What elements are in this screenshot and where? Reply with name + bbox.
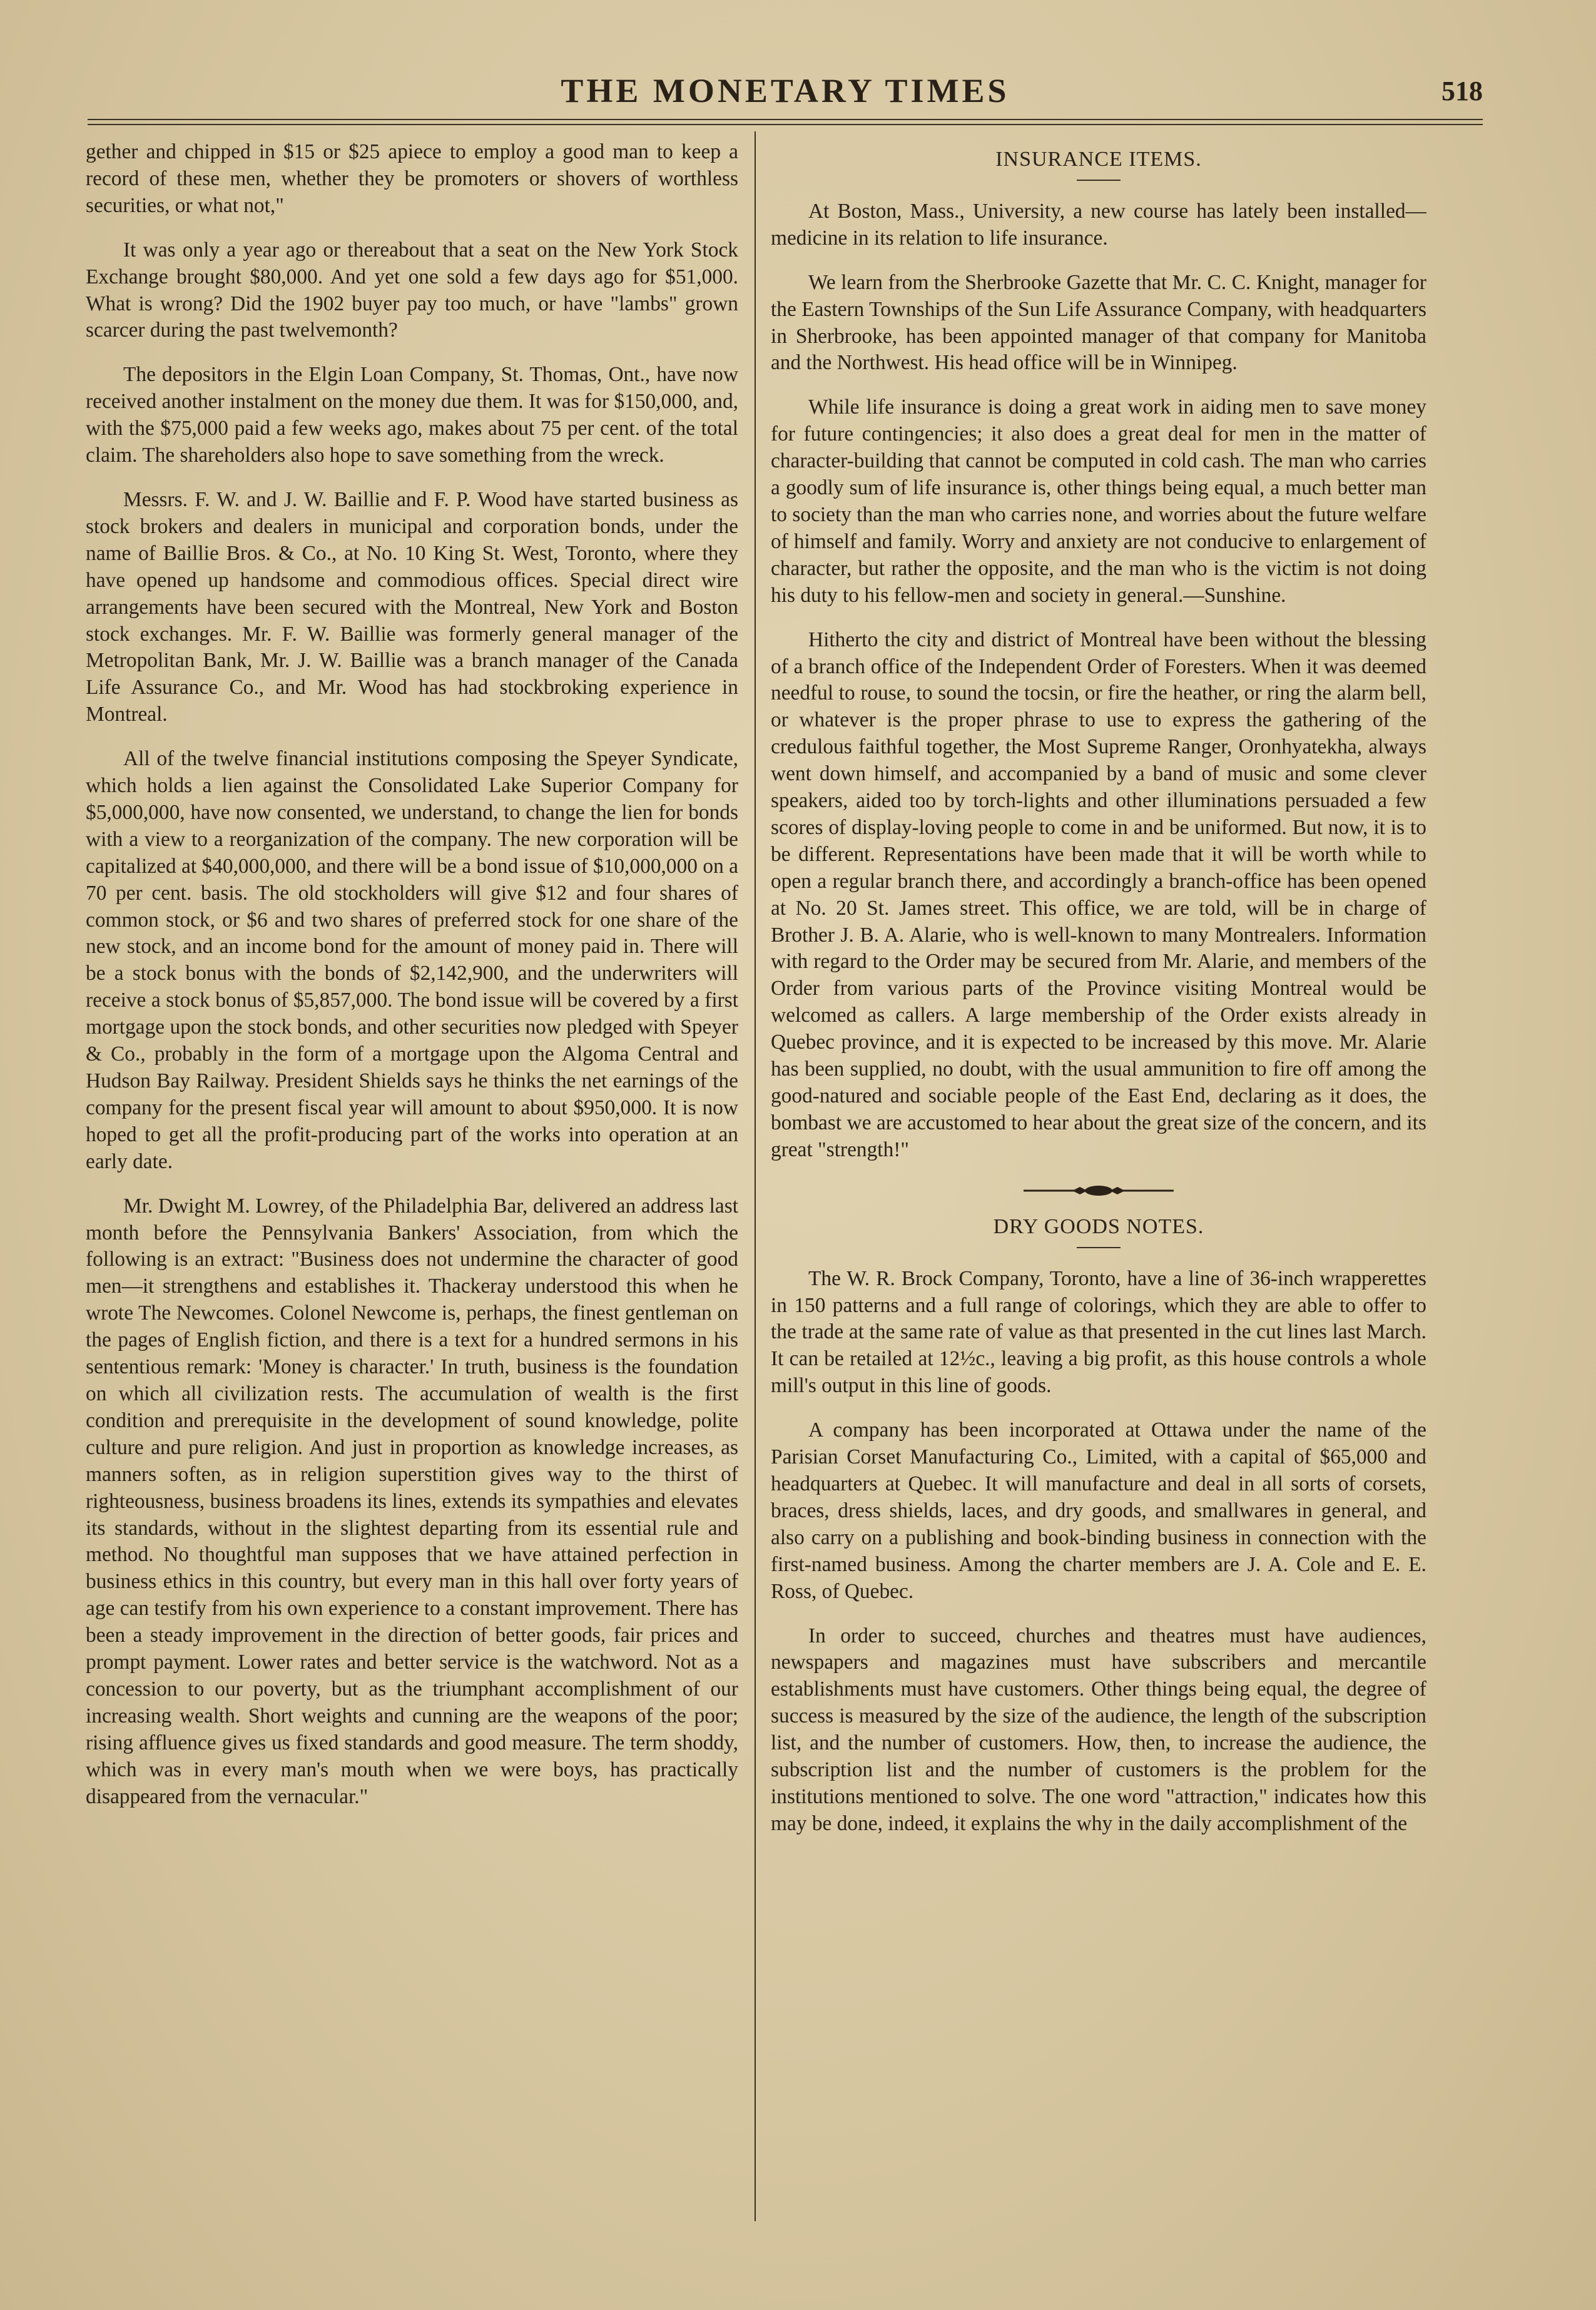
publication-title: THE MONETARY TIMES bbox=[561, 72, 1010, 109]
article-paragraph: At Boston, Mass., University, a new course has lately been installed—medicine in its relation to life insurance. bbox=[771, 199, 1426, 250]
page-number: 518 bbox=[1441, 76, 1483, 106]
heading-rule bbox=[1077, 180, 1121, 181]
article-paragraph: It was only a year ago or thereabout that a seat on the New York Stock Exchange brought $80,000. And yet one sold a few days ago for $51,000. What is wrong? Did the 1902 buyer pay too much, or have "lambs" grown scarcer during the past twelvemonth? bbox=[86, 238, 738, 342]
article-paragraph: Hitherto the city and district of Montreal have been without the blessing of a branch office of the Independent Order of Foresters. When it was deemed needful to rouse, to sound the tocsin, or fire the heather, or ring the alarm bell, or whatever is the proper phrase to use to express the gathering of the credulous faithful together, the Most Supreme Ranger, Oronhyatekha, always went down himself, and accompanied by a band of music and some clever speakers, aided too by torch-lights and other illuminations persuaded a few scores of display-loving people to come in and be uniformed. But now, it is to be different. Representations have been made that it will be worth while to open a regular branch there, and accordingly a branch-office has been opened at No. 20 St. James street. This office, we are told, will be in charge of Brother J. B. A. Alarie, who is well-known to many Montrealers. Information with regard to the Order may be secured from Mr. Alarie, and members of the Order from various parts of the Province visiting Montreal would be welcomed as callers. A large membership of the Order exists already in Quebec province, and it is expected to be increased by this move. Mr. Alarie has been supplied, no doubt, with the usual ammunition to fire off among the good-natured and sociable people of the East End, declaring as it does, the bombast we are accustomed to hear about the great size of the concern, and its great "strength!" bbox=[771, 628, 1426, 1161]
column-divider bbox=[755, 131, 756, 2221]
dry-goods-notes-heading: DRY GOODS NOTES. bbox=[993, 1214, 1204, 1238]
article-paragraph: All of the twelve financial institutions composing the Speyer Syndicate, which holds a lien against the Consolidated Lake Superior Company for $5,000,000, have now consented, we understand, to change the lien for bonds with a view to a reorganization of the company. The new corporation will be capitalized at $40,000,000, and there will be a bond issue of $10,000,000 on a 70 per cent. basis. The old stockholders will give $12 and four shares of common stock, or $6 and two shares of preferred stock for one share of the new stock, and an income bond for the amount of money paid in. There will be a stock bonus with the bonds of $2,142,900, and the underwriters will receive a stock bonus of $5,857,000. The bond issue will be covered by a first mortgage upon the stock bonds, and other securities now pledged with Speyer & Co., probably in the form of a mortgage upon the Algoma Central and Hudson Bay Railway. President Shields says he thinks the net earnings of the company for the present fiscal year will amount to about $950,000. It is now hoped to get all the profit-producing part of the works into operation at an early date. bbox=[86, 747, 738, 1173]
article-paragraph: We learn from the Sherbrooke Gazette that Mr. C. C. Knight, manager for the Eastern Townships of the Sun Life Assurance Company, with headquarters in Sherbrooke, has been appointed manager of that company for Manitoba and the Northwest. His head office will be in Winnipeg. bbox=[771, 270, 1426, 375]
article-paragraph: In order to succeed, churches and theatres must have audiences, newspapers and magazines must have subscribers and mercantile establishments must have customers. Other things being equal, the degree of success is measured by the size of the audience, the length of the subscription list, and the number of customers. How, then, to increase the audience, the subscription list and the number of customers is the problem for the institutions mentioned to solve. The one word "attraction," indicates how this may be done, indeed, it explains the why in the daily accomplishment of the bbox=[771, 1624, 1426, 1835]
insurance-items-heading: INSURANCE ITEMS. bbox=[995, 148, 1202, 171]
article-paragraph: Mr. Dwight M. Lowrey, of the Philadelphia Bar, delivered an address last month before the Pennsylvania Bankers' Association, from which the following is an extract: "Business does not undermine the character of good men—it strengthens and establishes it. Thackeray understood this when he wrote The Newcomes. Colonel Newcome is, perhaps, the finest gentleman on the pages of English fiction, and there is a text for a hundred sermons in his sententious remark: 'Money is character.' In truth, business is the foundation on which all civilization rests. The accumulation of wealth is the first condition and prerequisite in the development of sound knowledge, polite culture and pure religion. And just in proportion as knowledge increases, as manners soften, as in religion superstition gives way to the thirst of righteousness, business broadens its lines, extends its sympathies and elevates its standards, without in the slightest departing from its essential rule and method. No thoughtful man supposes that we have attained perfection in business ethics in this country, but every man in this hall over forty years of age can testify from his own experience to a constant improvement. There has been a steady improvement in the direction of better goods, fair prices and prompt payment. Lower rates and better service is the watchword. Not as a concession to our poverty, but as the triumphant accomplishment of our increasing wealth. Short weights and cunning are the weapons of the poor; rising affluence gives us fixed standards and good measure. The term shoddy, which was in every man's mouth when we were boys, has practically disappeared from the vernacular." bbox=[86, 1194, 738, 1808]
article-paragraph: While life insurance is doing a great work in aiding men to save money for future contingencies; it also does a great deal for men in the matter of character-building that cannot be computed in cold cash. The man who carries a goodly sum of life insurance is, other things being equal, a much better man to society than the man who carries none, and worries about the future welfare of himself and family. Worry and anxiety are not conducive to enlargement of character, but rather the opposite, and the man who is the victim is not doing his duty to his fellow-men and society in general.—Sunshine. bbox=[771, 395, 1426, 607]
article-paragraph: Messrs. F. W. and J. W. Baillie and F. P. Wood have started business as stock brokers and dealers in municipal and corporation bonds, under the name of Baillie Bros. & Co., at No. 10 King St. West, Toronto, where they have opened up handsome and commodious offices. Special direct wire arrangements have been secured with the Montreal, New York and Boston stock exchanges. Mr. F. W. Baillie was formerly general manager of the Metropolitan Bank, Mr. J. W. Baillie was a branch manager of the Canada Life Assurance Co., and Mr. Wood has had stockbroking experience in Montreal. bbox=[86, 487, 738, 726]
heading-rule bbox=[1077, 1247, 1121, 1248]
article-paragraph: The W. R. Brock Company, Toronto, have a line of 36-inch wrapperettes in 150 patterns and a full range of colorings, which they are able to offer to the trade at the same rate of value as that presented in the cut lines last March. It can be retailed at 12½c., leaving a big profit, as this house controls a whole mill's output in this line of goods. bbox=[771, 1266, 1426, 1398]
left-column bbox=[86, 139, 738, 2222]
header-rule-bottom bbox=[88, 124, 1483, 125]
article-paragraph: The depositors in the Elgin Loan Company, St. Thomas, Ont., have now received another instalment on the money due them. It was for $150,000, and, with the $75,000 paid a few weeks ago, makes about 75 per cent. of the total claim. The shareholders also hope to save something from the wreck. bbox=[86, 363, 738, 467]
article-paragraph: gether and chipped in $15 or $25 apiece to employ a good man to keep a record of these men, whether they be promoters or shovers of worthless securities, or what not," bbox=[86, 140, 738, 217]
section-ornament bbox=[1024, 1181, 1174, 1200]
header-rule-top bbox=[88, 119, 1483, 120]
right-column bbox=[771, 139, 1426, 2222]
article-paragraph: A company has been incorporated at Ottawa under the name of the Parisian Corset Manufacturing Co., Limited, with a capital of $65,000 and headquarters at Quebec. It will manufacture and deal in all sorts of corsets, braces, dress shields, laces, and dry goods, and smallwares in general, and also carry on a publishing and book-binding business in connection with the first-named business. Among the charter members are J. A. Cole and E. E. Ross, of Quebec. bbox=[771, 1418, 1426, 1603]
masthead bbox=[88, 68, 1483, 118]
